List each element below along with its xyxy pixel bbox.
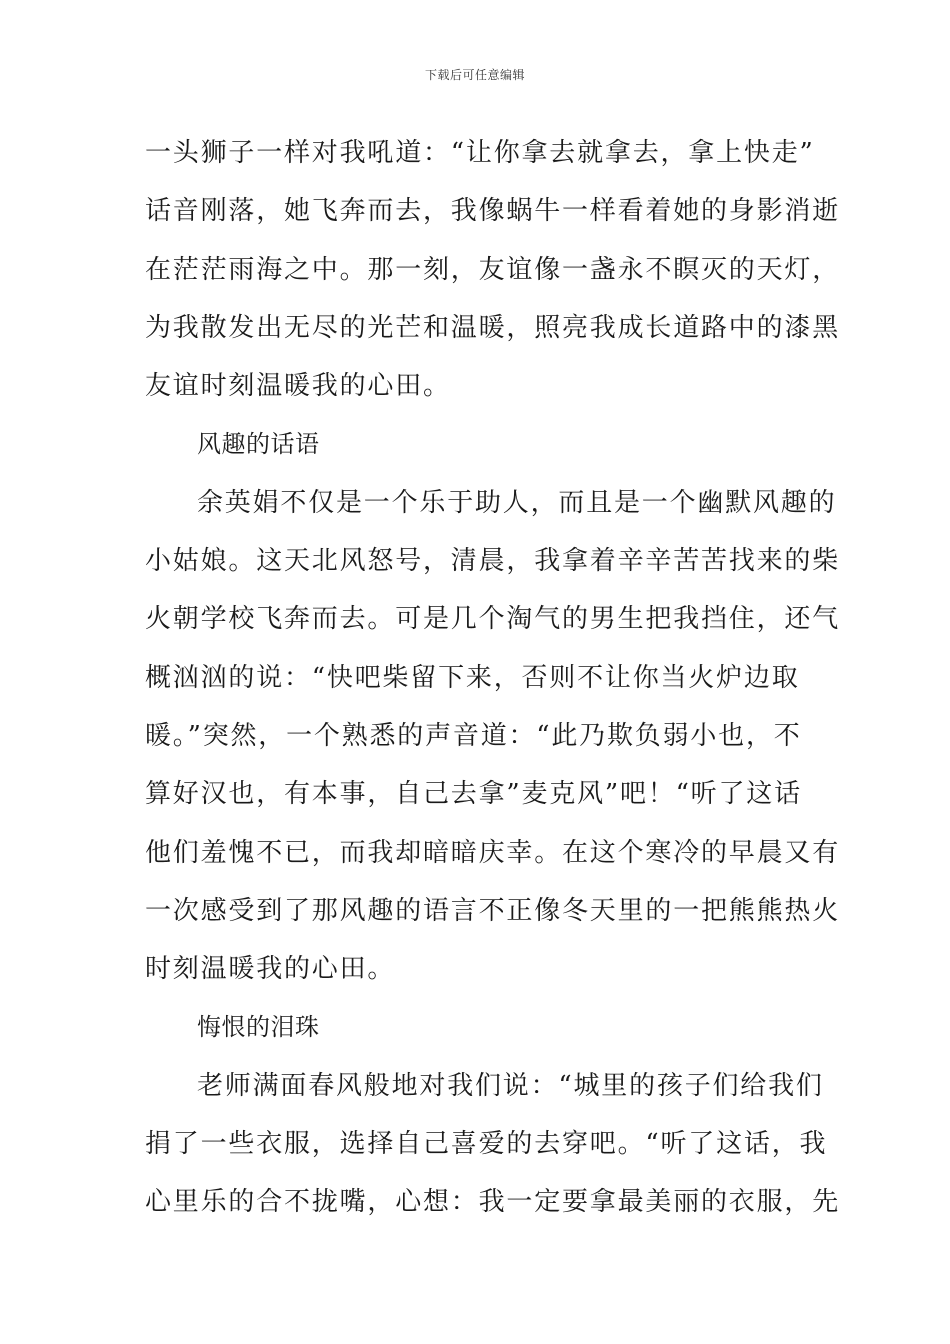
- text-line: 话音刚落，她飞奔而去，我像蜗牛一样看着她的身影消逝: [145, 196, 841, 227]
- section-heading-friendship: 风趣的话语: [197, 430, 320, 459]
- text-line: 一头狮子一样对我吼道：“让你拿去就拿去，拿上快走”: [145, 138, 815, 168]
- text-line: 火朝学校飞奔而去。可是几个淘气的男生把我挡住，还气: [145, 604, 841, 635]
- text-line: 在茫茫雨海之中。那一刻，友谊像一盏永不瞑灭的天灯，: [145, 254, 841, 285]
- text-line: 时刻温暖我的心田。: [145, 954, 396, 985]
- text-line: 小姑娘。这天北风怒号，清晨，我拿着辛辛苦苦找来的柴: [145, 546, 841, 577]
- page-header: 下载后可任意编辑: [424, 68, 525, 82]
- text-line: 暖。”突然，一个熟悉的声音道：“此乃欺负弱小也，不: [145, 720, 802, 751]
- text-line: 为我散发出无尽的光芒和温暖，照亮我成长道路中的漆黑: [145, 312, 841, 343]
- document-body: [145, 128, 841, 1236]
- paragraph-first-line: 余英娟不仅是一个乐于助人，而且是一个幽默风趣的: [197, 487, 837, 518]
- text-line: 概汹汹的说：“快吧柴留下来，否则不让你当火炉边取: [145, 662, 800, 693]
- text-line: 算好汉也，有本事，自己去拿”麦克风”吧！“听了这话: [145, 779, 802, 810]
- text-line: 心里乐的合不拢嘴，心想：我一定要拿最美丽的衣服，先: [145, 1187, 841, 1218]
- text-line: 捐了一些衣服，选择自己喜爱的去穿吧。“听了这话，我: [145, 1129, 828, 1160]
- text-line: 一次感受到了那风趣的语言不正像冬天里的一把熊熊热火: [145, 895, 841, 926]
- section-heading-regret: 悔恨的泪珠: [197, 1013, 320, 1042]
- text-line: 他们羞愧不已，而我却暗暗庆幸。在这个寒冷的早晨又有: [145, 837, 841, 868]
- paragraph-first-line: 老师满面春风般地对我们说：“城里的孩子们给我们: [197, 1070, 824, 1101]
- text-line: 友谊时刻温暖我的心田。: [145, 371, 451, 402]
